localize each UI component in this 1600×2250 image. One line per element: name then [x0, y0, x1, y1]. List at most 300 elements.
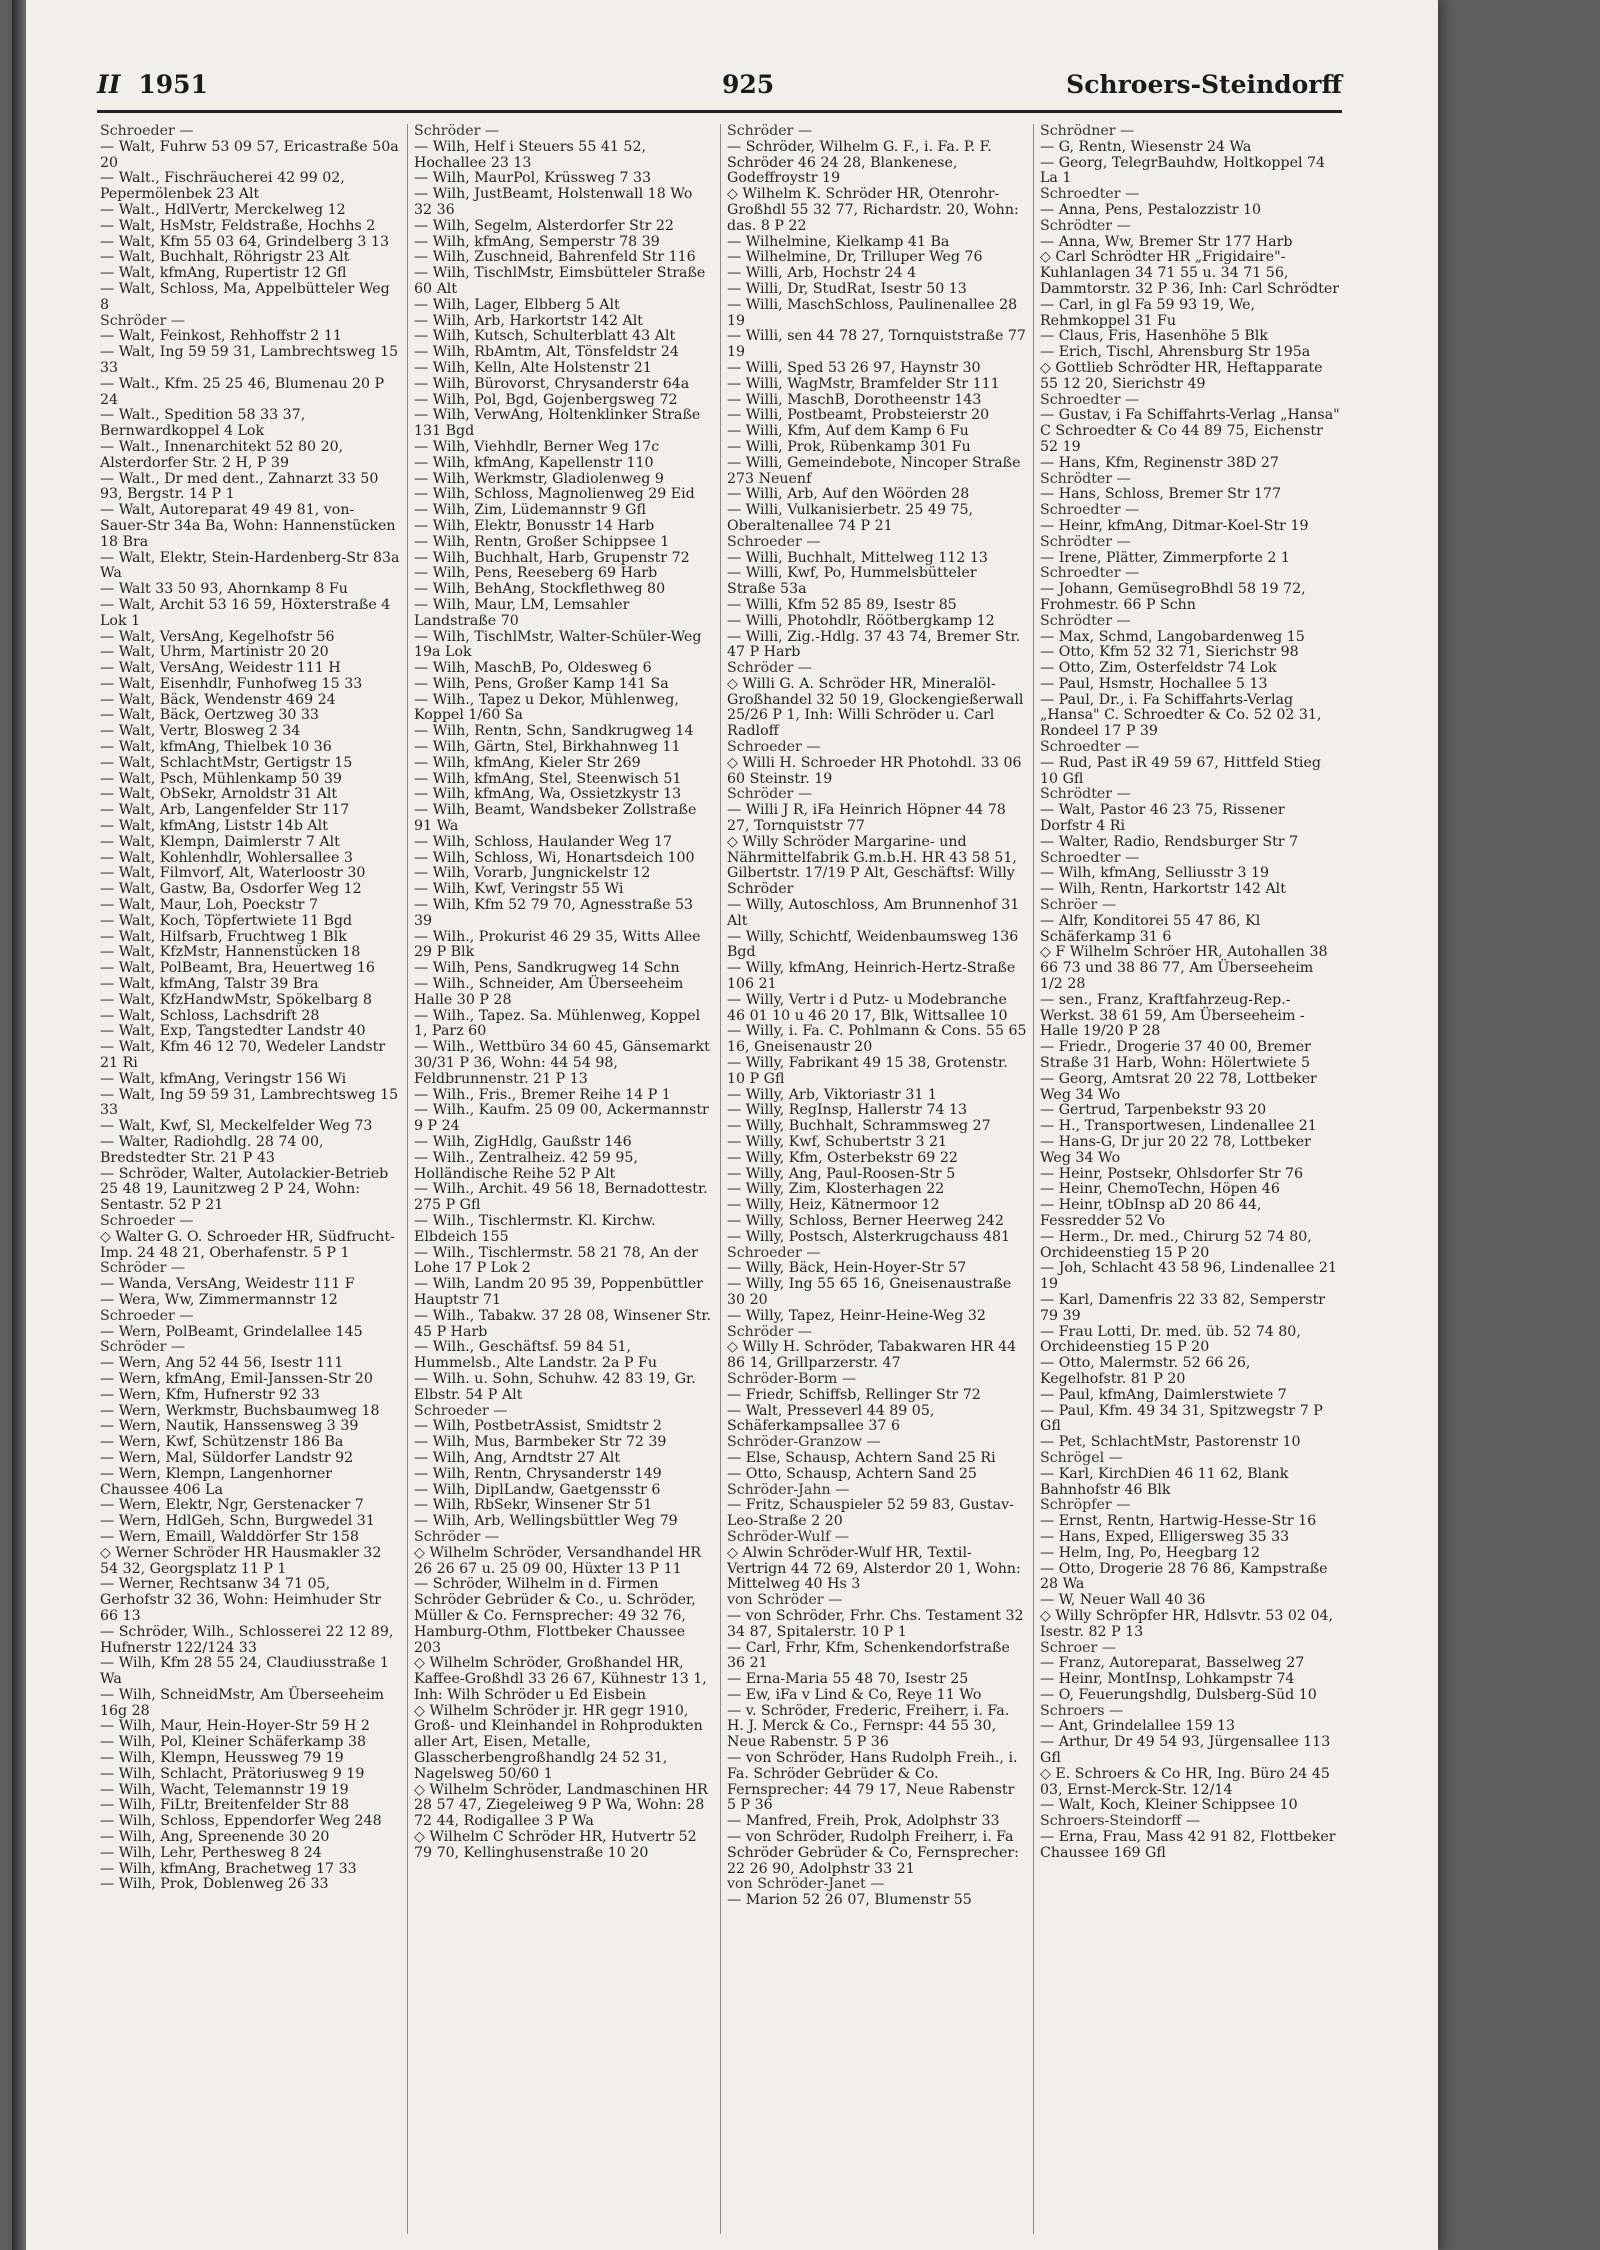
directory-entry: — Wilh, PostbetrAssist, Smidtstr 2 — [414, 1418, 662, 1435]
directory-entry: — Hans, Kfm, Reginenstr 38D 27 — [1040, 454, 1279, 471]
directory-entry: — Willi, Gemeindebote, Nincoper Straße 273 Neuenf — [727, 454, 1021, 487]
surname-heading: Schrödter — — [1040, 217, 1131, 234]
directory-entry: — Wern, Nautik, Hanssensweg 3 39 — [100, 1418, 359, 1435]
directory-entry: ◇ Wilhelm K. Schröder HR, Otenrohr-Großhdl 55 32 77, Richardstr. 20, Wohn: das. 8 P 22 — [727, 186, 1019, 234]
directory-entry: — Wern, Werkmstr, Buchsbaumweg 18 — [100, 1402, 380, 1419]
directory-entry: — Walt, Arb, Langenfelder Str 117 — [100, 802, 350, 819]
directory-entry: — Walt, Presseverl 44 89 05, Schäferkampsallee 37 6 — [727, 1402, 935, 1435]
page-binding-edge — [12, 0, 26, 2250]
directory-entry: — Wilh, kfmAng, Selliusstr 3 19 — [1040, 865, 1270, 882]
surname-heading: Schroedter — — [1040, 391, 1140, 408]
directory-entry: — Wilh., Geschäftsf. 59 84 51, Hummelsb., Alte Landstr. 2a P Fu — [414, 1339, 657, 1372]
directory-entry: — Hans, Exped, Elligersweg 35 33 — [1040, 1528, 1290, 1545]
directory-entry: — Paul, Kfm. 49 34 31, Spitzwegstr 7 P Gfl — [1040, 1402, 1323, 1435]
directory-entry: ◇ Werner Schröder HR Hausmakler 32 54 32, Georgsplatz 11 P 1 — [100, 1544, 382, 1577]
directory-entry: — Wilh, Viehhdlr, Berner Weg 17c — [414, 438, 660, 455]
directory-entry: — Wilh., Schneider, Am Überseeheim Halle 30 P 28 — [414, 976, 684, 1008]
directory-entry: — Else, Schausp, Achtern Sand 25 Ri — [727, 1449, 996, 1466]
directory-entry: — Fritz, Schauspieler 52 59 83, Gustav-Leo-Straße 2 20 — [727, 1497, 1014, 1530]
directory-entry: ◇ Willy Schröpfer HR, Hdlsvtr. 53 02 04, Isestr. 82 P 13 — [1040, 1607, 1334, 1640]
surname-heading: Schroeder — — [414, 1402, 508, 1419]
directory-entry: — Anna, Ww, Bremer Str 177 Harb — [1040, 233, 1293, 250]
directory-entry: — Ernst, Rentn, Hartwig-Hesse-Str 16 — [1040, 1513, 1317, 1530]
directory-entry: — Wilh., Archit. 49 56 18, Bernadottestr. 275 P Gfl — [414, 1181, 708, 1214]
directory-entry: — Walt, Feinkost, Rehhoffstr 2 11 — [100, 328, 342, 345]
directory-entry: — Ew, iFa v Lind & Co, Reye 11 Wo — [727, 1686, 982, 1703]
directory-entry: — Irene, Plätter, Zimmerpforte 2 1 — [1040, 549, 1290, 566]
directory-entry: — Wern, Kfm, Hufnerstr 92 33 — [100, 1386, 320, 1403]
directory-entry: ◇ Willy Schröder Margarine- und Nährmittelfabrik G.m.b.H. HR 43 58 51, Gilbertstr. 17/19 P Alt, Geschäftsf: Willy Schröder — [727, 833, 1017, 898]
directory-entry: — Wilh., Tischlermstr. 58 21 78, An der Lohe 17 P Lok 2 — [414, 1244, 698, 1277]
directory-entry: — Wilh, MaurPol, Krüssweg 7 33 — [414, 170, 652, 187]
surname-heading: Schrödner — — [1040, 124, 1135, 139]
directory-entry: — Walt, Ing 59 59 31, Lambrechtsweg 15 33 — [100, 1086, 399, 1119]
directory-entry: — Walt, PolBeamt, Bra, Heuertweg 16 — [100, 960, 375, 977]
directory-entry: — Wilh, Pens, Reeseberg 69 Harb — [414, 565, 658, 582]
directory-entry: — Walt., Dr med dent., Zahnarzt 33 50 93, Bergstr. 14 P 1 — [100, 470, 379, 503]
directory-entry: — Willi, Kfm 52 85 89, Isestr 85 — [727, 596, 957, 613]
directory-entry: — Wilh, Schloss, Magnolienweg 29 Eid — [414, 486, 695, 503]
directory-entry: — Walt, HsMstr, Feldstraße, Hochhs 2 — [100, 217, 376, 234]
directory-entry: — Wilh, Arb, Wellingsbüttler Weg 79 — [414, 1513, 678, 1530]
directory-entry: — Walt., Kfm. 25 25 46, Blumenau 20 P 24 — [100, 375, 385, 408]
column-3 — [720, 124, 1033, 2234]
directory-entry: — Walt., Spedition 58 33 37, Bernwardkoppel 4 Lok — [100, 407, 306, 440]
directory-entry: — Wilh, Beamt, Wandsbeker Zollstraße 91 Wa — [414, 802, 697, 835]
header-part: II — [97, 70, 121, 99]
header-part-year — [97, 70, 208, 99]
directory-entry: — Wilh, kfmAng, Semperstr 78 39 — [414, 233, 660, 250]
directory-entry: — von Schröder, Rudolph Freiherr, i. Fa Schröder Gebrüder & Co, Fernsprecher: 22 26 90, Adolphstr 33 21 — [727, 1829, 1019, 1877]
directory-entry: — Walt, Filmvorf, Alt, Waterloostr 30 — [100, 865, 366, 882]
directory-entry: — Walt, Bäck, Oertzweg 30 33 — [100, 707, 319, 724]
directory-entry: — Georg, Amtsrat 20 22 78, Lottbeker Weg 34 Wo — [1040, 1070, 1317, 1103]
directory-entry: — Wilh, Pens, Sandkrugweg 14 Schn — [414, 960, 680, 977]
directory-entry: — Wilh, Schlacht, Prätoriusweg 9 19 — [100, 1765, 365, 1782]
directory-entry: — Wilhelmine, Dr, Trilluper Weg 76 — [727, 249, 983, 266]
surname-heading: Schroeder — — [727, 1244, 821, 1261]
directory-entry: — Wilh., Wettbüro 34 60 45, Gänsemarkt 30/31 P 36, Wohn: 44 54 98, Feldbrunnenstr. 21 P 13 — [414, 1039, 710, 1087]
directory-entry: — Wilh, Helf i Steuers 55 41 52, Hochallee 23 13 — [414, 138, 646, 171]
directory-entry: — Manfred, Freih, Prok, Adolphstr 33 — [727, 1813, 1000, 1830]
directory-entry: — von Schröder, Frhr. Chs. Testament 32 34 87, Spitalerstr. 10 P 1 — [727, 1607, 1024, 1640]
directory-entry: — G, Rentn, Wiesenstr 24 Wa — [1040, 138, 1252, 155]
directory-entry: — von Schröder, Hans Rudolph Freih., i. Fa. Schröder Gebrüder & Co. Fernsprecher: 44 79 17, Neue Rabenstr 5 P 36 — [727, 1750, 1018, 1814]
directory-entry: — Walt, Hilfsarb, Fruchtweg 1 Blk — [100, 928, 347, 945]
directory-entry: — Erna-Maria 55 48 70, Isestr 25 — [727, 1671, 969, 1688]
page-sheet — [12, 0, 1438, 2250]
directory-entry: — Friedr, Schiffsb, Rellinger Str 72 — [727, 1386, 981, 1403]
directory-entry: — Wilh, Ang, Spreenende 30 20 — [100, 1829, 330, 1846]
directory-entry: — Walt, Fuhrw 53 09 57, Ericastraße 50a 20 — [100, 138, 399, 171]
surname-heading: Schroeder — — [100, 1307, 194, 1324]
directory-entry: — Marion 52 26 07, Blumenstr 55 — [727, 1892, 972, 1909]
directory-entry: — Walt, Archit 53 16 59, Höxterstraße 4 Lok 1 — [100, 596, 391, 629]
directory-entry: — Willy, Vertr i d Putz- u Modebranche 46 01 10 u 46 20 17, Blk, Wittsallee 10 — [727, 991, 1008, 1024]
directory-entry: — Wilh, Rentn, Schn, Sandkrugweg 14 — [414, 723, 694, 740]
directory-entry: — Anna, Pens, Pestalozzistr 10 — [1040, 201, 1262, 218]
directory-entry: — Willi, Dr, StudRat, Isestr 50 13 — [727, 280, 967, 297]
directory-entry: — Wilh, MaschB, Po, Oldesweg 6 — [414, 660, 652, 677]
directory-entry: — Otto, Zim, Osterfeldstr 74 Lok — [1040, 660, 1277, 677]
surname-heading: Schroedter — — [1040, 849, 1140, 866]
directory-entry: — Wera, Ww, Zimmermannstr 12 — [100, 1291, 338, 1308]
surname-heading: Schroeder — — [100, 1212, 194, 1229]
directory-entry: — Wilh., Tapez. Sa. Mühlenweg, Koppel 1, Parz 60 — [414, 1007, 701, 1040]
directory-entry: — Walt 33 50 93, Ahornkamp 8 Fu — [100, 581, 348, 598]
directory-entry: — Wern, Mal, Süldorfer Landstr 92 — [100, 1449, 354, 1466]
directory-entry: ◇ Wilhelm Schröder, Versandhandel HR 26 26 67 u. 25 09 00, Hüxter 13 P 11 — [414, 1544, 702, 1577]
surname-heading: Schroedter — — [1040, 739, 1140, 756]
running-title: Schroers-Steindorff — [1066, 70, 1342, 99]
directory-entry: ◇ Willi G. A. Schröder HR, Mineralöl-Großhandel 32 50 19, Glockengießerwall 25/26 P 1, Inh: Willi Schröder u. Carl Radloff — [727, 675, 1024, 740]
directory-entry: — Wilh, Rentn, Großer Schippsee 1 — [414, 533, 670, 550]
directory-entry: — Arthur, Dr 49 54 93, Jürgensallee 113 Gfl — [1040, 1734, 1331, 1767]
directory-entry: — Willy, Buchhalt, Schrammsweg 27 — [727, 1118, 991, 1135]
directory-entry: — Otto, Drogerie 28 76 86, Kampstraße 28 Wa — [1040, 1560, 1328, 1593]
directory-entry: — Wilh, Kutsch, Schulterblatt 43 Alt — [414, 328, 676, 345]
surname-heading: Schroedter — — [1040, 502, 1140, 519]
directory-entry: — Wilh, Mus, Barmbeker Str 72 39 — [414, 1434, 667, 1451]
surname-heading: Schroers — — [1040, 1702, 1124, 1719]
surname-heading: Schröder — — [727, 124, 813, 139]
directory-entry: — Willy, Postsch, Alsterkrugchauss 481 — [727, 1228, 1011, 1245]
directory-entry: ◇ Willi H. Schroeder HR Photohdl. 33 06 60 Steinstr. 19 — [727, 754, 1022, 787]
directory-entry: — Walt., Innenarchitekt 52 80 20, Alsterdorfer Str. 2 H, P 39 — [100, 438, 344, 471]
directory-entry: — Walt, Klempn, Daimlerstr 7 Alt — [100, 833, 340, 850]
directory-entry: — Wilh, Vorarb, Jungnickelstr 12 — [414, 865, 651, 882]
surname-heading: Schroeder — — [727, 533, 821, 550]
surname-heading: Schrödter — — [1040, 533, 1131, 550]
page-number: 925 — [722, 70, 775, 99]
directory-entry: — Schröder, Wilhelm G. F., i. Fa. P. F. Schröder 46 24 28, Blankenese, Godeffroystr 19 — [727, 138, 992, 187]
directory-entry: — Hans-G, Dr jur 20 22 78, Lottbeker Weg 34 Wo — [1040, 1134, 1311, 1166]
surname-heading: Schrödter — — [1040, 470, 1131, 487]
directory-entry: — Wilh, Lehr, Perthesweg 8 24 — [100, 1844, 322, 1861]
directory-entry: — Heinr, Postsekr, Ohlsdorfer Str 76 — [1040, 1165, 1304, 1182]
directory-entry: — Willi, Postbeamt, Probsteierstr 20 — [727, 407, 990, 424]
directory-entry: — Wern, Ang 52 44 56, Isestr 111 — [100, 1355, 344, 1372]
directory-entry: — Ant, Grindelallee 159 13 — [1040, 1718, 1236, 1735]
surname-heading: Schröder — — [414, 1528, 500, 1545]
directory-entry: — Walt, SchlachtMstr, Gertigstr 15 — [100, 754, 353, 771]
directory-entry: — Heinr, ChemoTechn, Höpen 46 — [1040, 1181, 1280, 1198]
directory-entry: — Wilh, kfmAng, Kieler Str 269 — [414, 754, 641, 771]
directory-entry: — Walt, kfmAng, Rupertistr 12 Gfl — [100, 265, 347, 282]
directory-entry: — Walt, Bäck, Wendenstr 469 24 — [100, 691, 336, 708]
directory-entry: — Willi, Zig.-Hdlg. 37 43 74, Bremer Str. 47 P Harb — [727, 628, 1021, 661]
directory-entry: — Willi, Sped 53 26 97, Haynstr 30 — [727, 359, 981, 376]
surname-heading: Schrögel — — [1040, 1449, 1123, 1466]
directory-entry: ◇ Walter G. O. Schroeder HR, Südfrucht-Imp. 24 48 21, Oberhafenstr. 5 P 1 — [100, 1228, 395, 1261]
column-4 — [1033, 124, 1346, 2234]
directory-entry: — Wilh., Tabakw. 37 28 08, Winsener Str. 45 P Harb — [414, 1307, 712, 1340]
directory-entry: — Willy, Kfm, Osterbekstr 69 22 — [727, 1149, 958, 1166]
directory-entry: — Wilh., Prokurist 46 29 35, Witts Allee 29 P Blk — [414, 928, 701, 961]
directory-entry: — Wilh, Prok, Doblenweg 26 33 — [100, 1876, 329, 1893]
directory-entry: — Joh, Schlacht 43 58 96, Lindenallee 21 19 — [1040, 1260, 1337, 1293]
directory-entry: — Willi, sen 44 78 27, Tornquiststraße 77 19 — [727, 328, 1026, 361]
directory-entry: — Wilh, Kfm 28 55 24, Claudiusstraße 1 Wa — [100, 1655, 389, 1688]
directory-entry: — Willy, RegInsp, Hallerstr 74 13 — [727, 1102, 968, 1119]
directory-entry: — Wilh, Gärtn, Stel, Birkhahnweg 11 — [414, 739, 681, 756]
directory-entry: — Karl, Damenfris 22 33 82, Semperstr 79 39 — [1040, 1291, 1326, 1324]
directory-entry: — Wilh, SchneidMstr, Am Überseeheim 16g 28 — [100, 1686, 384, 1719]
directory-entry: — Claus, Fris, Hasenhöhe 5 Blk — [1040, 328, 1268, 345]
directory-entry: — Wern, Emaill, Walddörfer Str 158 — [100, 1528, 359, 1545]
page-header — [97, 62, 1342, 113]
directory-entry: — Walt, Schloss, Ma, Appelbütteler Weg 8 — [100, 280, 390, 313]
directory-entry: — Wilh, TischlMstr, Walter-Schüler-Weg 19a Lok — [414, 628, 702, 661]
directory-entry: ◇ Carl Schrödter HR „Frigidaire"-Kuhlanlagen 34 71 55 u. 34 71 56, Dammtorstr. 32 P 36, Inh: Carl Schrödter — [1040, 249, 1340, 297]
directory-entry: — Friedr., Drogerie 37 40 00, Bremer Straße 31 Harb, Wohn: Hölertwiete 5 — [1040, 1039, 1311, 1072]
directory-entry: — Walt, KfzMstr, Hannenstücken 18 — [100, 944, 361, 961]
directory-entry: — Walt, Koch, Töpfertwiete 11 Bgd — [100, 912, 353, 929]
header-year: 1951 — [138, 70, 208, 99]
directory-entry: — Wilh, BehAng, Stockflethweg 80 — [414, 581, 666, 598]
surname-heading: Schröpfer — — [1040, 1497, 1131, 1514]
directory-entry: — Wilh., Zentralheiz. 42 59 95, Holländische Reihe 52 P Alt — [414, 1149, 638, 1182]
directory-entry: — Paul, Hsmstr, Hochallee 5 13 — [1040, 675, 1268, 692]
directory-entry: — Georg, TelegrBauhdw, Holtkoppel 74 La 1 — [1040, 154, 1326, 187]
directory-entry: ◇ E. Schroers & Co HR, Ing. Büro 24 45 03, Ernst-Merck-Str. 12/14 — [1040, 1765, 1330, 1798]
surname-heading: Schröder — — [100, 1260, 186, 1277]
directory-entry: — Wilh, kfmAng, Wa, Ossietzkystr 13 — [414, 786, 682, 803]
directory-entry: — Wilh, Schloss, Wi, Honartsdeich 100 — [414, 849, 695, 866]
directory-entry: ◇ Wilhelm Schröder, Großhandel HR, Kaffee-Großhdl 33 26 67, Kühnestr 13 1, Inh: Wilh Schröder u Ed Eisbein — [414, 1655, 707, 1703]
directory-entry: — Wilh., Fris., Bremer Reihe 14 P 1 — [414, 1086, 671, 1103]
directory-entry: — Walt., HdlVertr, Merckelweg 12 — [100, 201, 346, 218]
directory-entry: — Walt, Ing 59 59 31, Lambrechtsweg 15 33 — [100, 344, 399, 376]
directory-entry: — v. Schröder, Frederic, Freiherr, i. Fa. H. J. Merck & Co., Fernspr: 44 55 30, Neue Rabenstr. 5 P 36 — [727, 1702, 1010, 1751]
directory-entry: — Walt, ObSekr, Arnoldstr 31 Alt — [100, 786, 338, 803]
surname-heading: Schröer — — [1040, 897, 1117, 914]
surname-heading: Schrödter — — [1040, 612, 1131, 629]
directory-entry: — Willy, Kwf, Schubertstr 3 21 — [727, 1134, 948, 1150]
directory-entry: — Wern, HdlGeh, Schn, Burgwedel 31 — [100, 1513, 375, 1530]
directory-entry: — Wilh, Schloss, Eppendorfer Weg 248 — [100, 1813, 382, 1830]
directory-entry: — Walt, Kohlenhdlr, Wohlersallee 3 — [100, 849, 353, 866]
directory-entry: — Willi, Kwf, Po, Hummelsbütteler Straße 53a — [727, 565, 977, 598]
directory-entry: — Otto, Kfm 52 32 71, Sierichstr 98 — [1040, 644, 1299, 661]
directory-entry: — Wern, Klempn, Langenhorner Chaussee 406 La — [100, 1465, 333, 1498]
directory-entry: — Wern, Elektr, Ngr, Gerstenacker 7 — [100, 1497, 364, 1514]
directory-entry: — Karl, KirchDien 46 11 62, Blank Bahnhofstr 46 Blk — [1040, 1465, 1289, 1498]
directory-entry: — Walt, Vertr, Blosweg 2 34 — [100, 723, 301, 740]
surname-heading: Schröder-Wulf — — [727, 1528, 850, 1545]
directory-entry: — Wilh, kfmAng, Stel, Steenwisch 51 — [414, 770, 682, 787]
directory-entry: — Wilh., Tapez u Dekor, Mühlenweg, Koppel 1/60 Sa — [414, 691, 679, 724]
directory-entry: — Wilh. u. Sohn, Schuhw. 42 83 19, Gr. Elbstr. 54 P Alt — [414, 1370, 696, 1403]
directory-entry: — Wilh, Schloss, Haulander Weg 17 — [414, 833, 673, 850]
directory-entry: — Walt, Koch, Kleiner Schippsee 10 — [1040, 1797, 1298, 1814]
directory-entry: — Herm., Dr. med., Chirurg 52 74 80, Orchideenstieg 15 P 20 — [1040, 1228, 1312, 1261]
directory-entry: — Walt, kfmAng, Veringstr 156 Wi — [100, 1070, 347, 1087]
directory-entry: — Wilh, DiplLandw, Gaetgensstr 6 — [414, 1481, 661, 1498]
directory-entry: — Willi, Arb, Auf den Wöörden 28 — [727, 486, 970, 503]
directory-entry: — Walt, Autoreparat 49 49 81, von-Sauer-Str 34a Ba, Wohn: Hannenstücken 18 Bra — [100, 502, 396, 550]
directory-entry: — O, Feuerungshdlg, Dulsberg-Süd 10 — [1040, 1686, 1317, 1703]
directory-entry: — Wilh, Arb, Harkortstr 142 Alt — [414, 312, 643, 329]
directory-entry: — Wilh, Maur, Hein-Hoyer-Str 59 H 2 — [100, 1718, 370, 1735]
directory-entry: — Schröder, Wilhelm in d. Firmen Schröder Gebrüder & Co., u. Schröder, Müller & Co. Fernsprecher: 49 32 76, Hamburg-Othm, Flottbeker Chaussee 203 — [414, 1576, 696, 1656]
directory-entry: — Paul, Dr., i. Fa Schiffahrts-Verlag „Hansa" C. Schroedter & Co. 52 02 31, Rondeel 17 P 39 — [1040, 691, 1322, 740]
directory-entry: — Wilh, FiLtr, Breitenfelder Str 88 — [100, 1797, 350, 1814]
directory-entry: — Heinr, kfmAng, Ditmar-Koel-Str 19 — [1040, 517, 1309, 534]
directory-entry: — Walt, Exp, Tangstedter Landstr 40 — [100, 1023, 366, 1040]
directory-entry: — Pet, SchlachtMstr, Pastorenstr 10 — [1040, 1434, 1301, 1451]
directory-entry: — Wilh, VerwAng, Holtenklinker Straße 131 Bgd — [414, 407, 701, 440]
directory-entry: — Wilh., Kaufm. 25 09 00, Ackermannstr 9 P 24 — [414, 1102, 709, 1135]
directory-entry: — Walt, Kwf, Sl, Meckelfelder Weg 73 — [100, 1118, 373, 1135]
directory-entry: — Walt, Kfm 46 12 70, Wedeler Landstr 21 Ri — [100, 1039, 386, 1072]
directory-entry: — Walt, KfzHandwMstr, Spökelbarg 8 — [100, 991, 372, 1008]
directory-entry: — Wilh, Kfm 52 79 70, Agnesstraße 53 39 — [414, 897, 694, 929]
directory-entry: — Willi, Arb, Hochstr 24 4 — [727, 265, 917, 282]
directory-entry: — Rud, Past iR 49 59 67, Hittfeld Stieg 10 Gfl — [1040, 754, 1321, 787]
directory-entry: — Wilh, Segelm, Alsterdorfer Str 22 — [414, 217, 674, 234]
directory-entry: — Wern, kfmAng, Emil-Janssen-Str 20 — [100, 1370, 373, 1387]
surname-heading: von Schröder — — [727, 1592, 843, 1609]
directory-entry: — Walt, Psch, Mühlenkamp 50 39 — [100, 770, 342, 787]
directory-entry: — Walt, VersAng, Weidestr 111 H — [100, 660, 341, 677]
directory-entry: ◇ Wilhelm C Schröder HR, Hutvertr 52 79 70, Kellinghusenstraße 10 20 — [414, 1829, 697, 1861]
directory-entry: — Wilh, Bürovorst, Chrysanderstr 64a — [414, 375, 690, 392]
directory-entry: — Willi, Vulkanisierbetr. 25 49 75, Oberaltenallee 74 P 21 — [727, 502, 974, 534]
surname-heading: Schröder — — [727, 1323, 813, 1340]
directory-entry: — Willi, MaschSchloss, Paulinenallee 28 19 — [727, 296, 1018, 329]
directory-entry: — Willy, Heiz, Kätnermoor 12 — [727, 1197, 940, 1214]
directory-entry: — Helm, Ing, Po, Heegbarg 12 — [1040, 1544, 1261, 1561]
directory-entry: — Wilh, Lager, Elbberg 5 Alt — [414, 296, 620, 313]
directory-entry: — Walt, kfmAng, Thielbek 10 36 — [100, 739, 332, 756]
surname-heading: Schröder — — [727, 786, 813, 803]
directory-entry: — Willy, Schichtf, Weidenbaumsweg 136 Bgd — [727, 928, 1019, 961]
directory-entry: — Willy, Arb, Viktoriastr 31 1 — [727, 1086, 937, 1103]
directory-entry: — Wilh, Zim, Lüdemannstr 9 Gfl — [414, 502, 646, 519]
directory-entry: — Wilh, Pol, Bgd, Gojenbergsweg 72 — [414, 391, 678, 408]
directory-entry: — Wanda, VersAng, Weidestr 111 F — [100, 1276, 355, 1293]
directory-entry: — Walt, Kfm 55 03 64, Grindelberg 3 13 — [100, 233, 390, 250]
surname-heading: Schröder-Borm — — [727, 1370, 857, 1387]
directory-entry: — Walt, kfmAng, Liststr 14b Alt — [100, 818, 328, 835]
directory-columns — [94, 124, 1346, 2234]
directory-entry: — Wilh, Buchhalt, Harb, Grupenstr 72 — [414, 549, 690, 566]
surname-heading: Schrödter — — [1040, 786, 1131, 803]
directory-entry: — Walt, Eisenhdlr, Funhofweg 15 33 — [100, 675, 363, 692]
surname-heading: Schroeder — — [727, 739, 821, 756]
surname-heading: Schröder — — [100, 1339, 186, 1356]
directory-entry: — Wilh, Pol, Kleiner Schäferkamp 38 — [100, 1734, 367, 1751]
directory-entry: — Walt, Schloss, Lachsdrift 28 — [100, 1007, 320, 1024]
directory-entry: — Wilh, RbSekr, Winsener Str 51 — [414, 1497, 653, 1514]
directory-entry: — Wilh., Tischlermstr. Kl. Kirchw. Elbdeich 155 — [414, 1212, 656, 1245]
directory-entry: — Walt, Buchhalt, Röhrigstr 23 Alt — [100, 249, 350, 266]
directory-entry: — Alfr, Konditorei 55 47 86, Kl Schäferkamp 31 6 — [1040, 912, 1261, 945]
directory-entry: — Willi J R, iFa Heinrich Höpner 44 78 27, Tornquiststr 77 — [727, 802, 1006, 835]
directory-entry: — Erich, Tischl, Ahrensburg Str 195a — [1040, 344, 1311, 361]
directory-entry: — Willy, Bäck, Hein-Hoyer-Str 57 — [727, 1260, 967, 1277]
directory-entry: — Wilh, JustBeamt, Holstenwall 18 Wo 32 36 — [414, 186, 693, 218]
directory-entry: — Walt, Pastor 46 23 75, Rissener Dorfstr 4 Ri — [1040, 802, 1285, 835]
surname-heading: Schröder-Jahn — — [727, 1481, 850, 1498]
directory-entry: — Wilh, Kelln, Alte Holstenstr 21 — [414, 359, 652, 376]
directory-entry: — Carl, in gl Fa 59 93 19, We, Rehmkoppel 31 Fu — [1040, 296, 1256, 329]
directory-entry: — Walter, Radiohdlg. 28 74 00, Bredstedter Str. 21 P 43 — [100, 1134, 324, 1166]
surname-heading: Schroedter — — [1040, 186, 1140, 203]
directory-entry: — Walt, Elektr, Stein-Hardenberg-Str 83a Wa — [100, 549, 400, 582]
directory-entry: — Willy, Tapez, Heinr-Heine-Weg 32 — [727, 1307, 986, 1324]
directory-entry: — Hans, Schloss, Bremer Str 177 — [1040, 486, 1281, 503]
surname-heading: Schroedter — — [1040, 565, 1140, 582]
directory-entry: — H., Transportwesen, Lindenallee 21 — [1040, 1118, 1317, 1135]
surname-heading: von Schröder-Janet — — [727, 1876, 885, 1893]
directory-entry: — Gertrud, Tarpenbekstr 93 20 — [1040, 1102, 1267, 1119]
directory-entry: — Wilh, Pens, Großer Kamp 141 Sa — [414, 675, 669, 692]
directory-entry: — sen., Franz, Kraftfahrzeug-Rep.-Werkst. 38 61 59, Am Überseeheim - Halle 19/20 P 28 — [1040, 991, 1305, 1040]
directory-entry: ◇ Alwin Schröder-Wulf HR, Textil-Vertrign 44 72 69, Alsterdor 20 1, Wohn: Mittelweg 40 Hs 3 — [727, 1544, 1021, 1593]
directory-entry: — Walt., Fischräucherei 42 99 02, Pepermölenbek 23 Alt — [100, 170, 345, 203]
directory-entry: — Willy, Fabrikant 49 15 38, Grotenstr. 10 P Gfl — [727, 1055, 1008, 1087]
directory-entry: — Erna, Frau, Mass 42 91 82, Flottbeker Chaussee 169 Gfl — [1040, 1829, 1336, 1861]
directory-entry: — Wilh, Kwf, Veringstr 55 Wi — [414, 881, 624, 898]
directory-entry: — Willy, Ing 55 65 16, Gneisenaustraße 30 20 — [727, 1276, 1012, 1308]
directory-entry: — Wilh, ZigHdlg, Gaußstr 146 — [414, 1134, 632, 1150]
directory-entry: — Max, Schmd, Langobardenweg 15 — [1040, 628, 1305, 645]
directory-entry: — Willi, Photohdlr, Röötbergkamp 12 — [727, 612, 995, 629]
surname-heading: Schröder — — [414, 124, 500, 139]
directory-entry: ◇ Wilhelm Schröder, Landmaschinen HR 28 57 47, Ziegeleiweg 9 P Wa, Wohn: 28 72 44, Rodigallee 3 P Wa — [414, 1781, 708, 1830]
directory-entry: — Otto, Schausp, Achtern Sand 25 — [727, 1465, 977, 1482]
directory-entry: — Wilh, Klempn, Heussweg 79 19 — [100, 1750, 344, 1767]
directory-entry: — Walt, kfmAng, Talstr 39 Bra — [100, 976, 319, 993]
directory-entry: — Otto, Malermstr. 52 66 26, Kegelhofstr. 81 P 20 — [1040, 1355, 1251, 1387]
directory-entry: — Willi, Prok, Rübenkamp 301 Fu — [727, 438, 971, 455]
directory-entry: — Wilh, Landm 20 95 39, Poppenbüttler Hauptstr 71 — [414, 1276, 704, 1308]
directory-entry: — Wilh, Rentn, Harkortstr 142 Alt — [1040, 881, 1286, 898]
directory-entry: — Willi, WagMstr, Bramfelder Str 111 — [727, 375, 1000, 392]
directory-entry: — Schröder, Walter, Autolackier-Betrieb 25 48 19, Launitzweg 2 P 24, Wohn: Sentastr. 52 P 21 — [100, 1165, 389, 1214]
directory-entry: — Schröder, Wilh., Schlosserei 22 12 89, Hufnerstr 122/124 33 — [100, 1623, 394, 1656]
directory-entry: — Willy, Ang, Paul-Roosen-Str 5 — [727, 1165, 956, 1182]
directory-entry: — Wilh, Werkmstr, Gladiolenweg 9 — [414, 470, 664, 487]
directory-entry: — Willy, Zim, Klosterhagen 22 — [727, 1181, 945, 1198]
surname-heading: Schroeder — — [100, 124, 194, 139]
column-1 — [94, 124, 407, 2234]
directory-entry: — Paul, kfmAng, Daimlerstwiete 7 — [1040, 1386, 1287, 1403]
directory-entry: — Wilh, TischlMstr, Eimsbütteler Straße 60 Alt — [414, 265, 706, 297]
surname-heading: Schröder — — [727, 660, 813, 677]
surname-heading: Schroers-Steindorff — — [1040, 1813, 1201, 1830]
directory-entry: ◇ Wilhelm Schröder jr. HR gegr 1910, Groß- und Kleinhandel in Rohprodukten aller Art, Eisen, Metalle, Glasscherbengroßhandlg 24 52 31, Nagelsweg 50/60 1 — [414, 1702, 703, 1782]
directory-entry: — Wilh, Maur, LM, Lemsahler Landstraße 70 — [414, 596, 630, 629]
directory-entry: — Willy, kfmAng, Heinrich-Hertz-Straße 106 21 — [727, 960, 1016, 993]
surname-heading: Schroer — — [1040, 1639, 1117, 1656]
directory-entry: ◇ Gottlieb Schrödter HR, Heftapparate 55 12 20, Sierichstr 49 — [1040, 359, 1323, 392]
directory-entry: — W, Neuer Wall 40 36 — [1040, 1592, 1206, 1609]
directory-entry: — Wilh, kfmAng, Brachetweg 17 33 — [100, 1860, 357, 1877]
directory-entry: — Wilh, Rentn, Chrysanderstr 149 — [414, 1465, 662, 1482]
surname-heading: Schröder — — [100, 312, 186, 329]
directory-entry: — Wilh, Wacht, Telemannstr 19 19 — [100, 1781, 349, 1798]
directory-entry: — Walt, Maur, Loh, Poeckstr 7 — [100, 897, 318, 914]
directory-entry: — Willi, MaschB, Dorotheenstr 143 — [727, 391, 982, 408]
directory-entry: — Heinr, tObInsp aD 20 86 44, Fessredder 52 Vo — [1040, 1197, 1262, 1229]
directory-entry: — Willy, Autoschloss, Am Brunnenhof 31 Alt — [727, 897, 1020, 929]
directory-entry: ◇ Willy H. Schröder, Tabakwaren HR 44 86 14, Grillparzerstr. 47 — [727, 1339, 1017, 1372]
column-2 — [407, 124, 720, 2234]
directory-entry: — Wilh, kfmAng, Kapellenstr 110 — [414, 454, 654, 471]
